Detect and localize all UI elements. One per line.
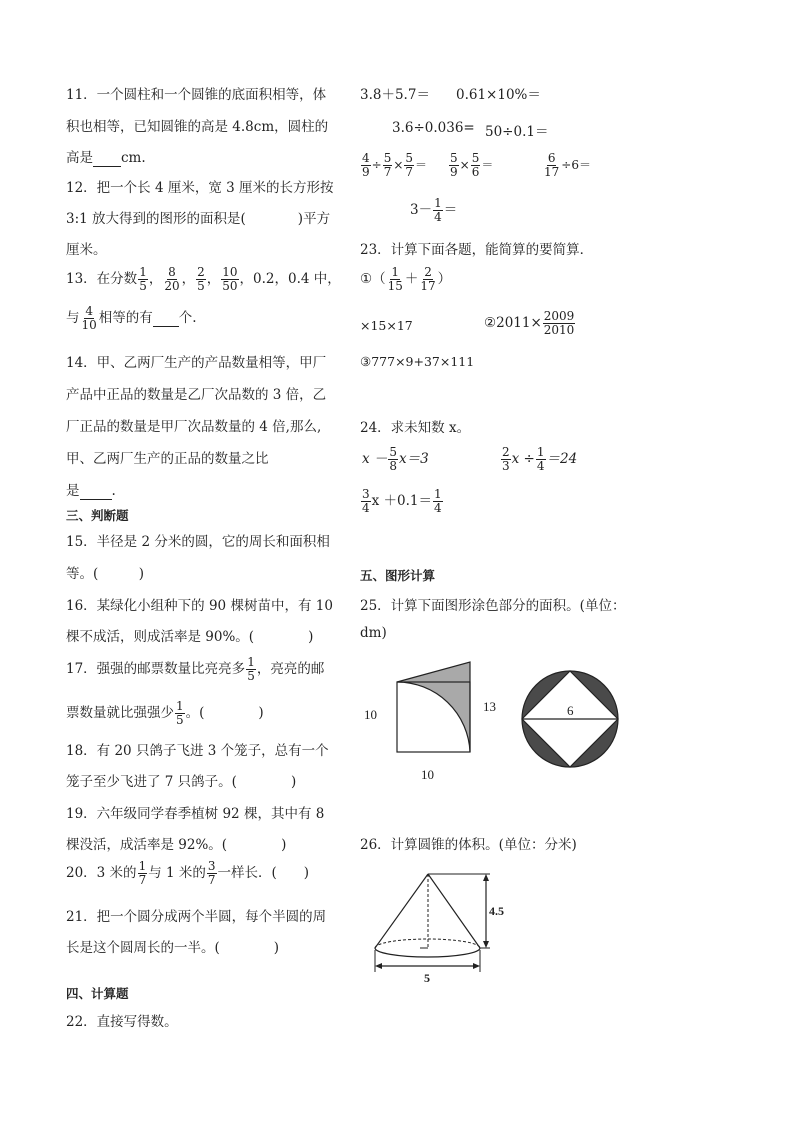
- cone-base-front: [375, 948, 480, 957]
- denominator: 4: [434, 210, 442, 224]
- denominator: 5: [197, 279, 205, 293]
- equals: ＝: [481, 158, 494, 172]
- question-24: 24．求未知数 x。: [360, 420, 471, 436]
- fraction: [361, 488, 371, 515]
- item-number: ①: [360, 271, 373, 287]
- denominator: 5: [176, 713, 184, 727]
- q14-line1: 14．甲、乙两厂生产的产品数量相等，甲厂: [66, 355, 327, 371]
- denominator: 17: [420, 279, 436, 293]
- q17-text: 票数量就比强强少: [66, 705, 174, 721]
- answer-blank[interactable]: [153, 310, 179, 327]
- denominator: 5: [139, 279, 147, 293]
- numerator: 1: [536, 445, 545, 459]
- equation-text: ＝24: [546, 451, 578, 467]
- fraction: [138, 860, 148, 887]
- q12-text: 3:1 放大得到的图形的面积是(: [66, 211, 246, 227]
- operator: ×: [393, 158, 404, 172]
- calc-3-8-plus-5-7: 3.8＋5.7＝: [360, 87, 430, 103]
- denominator: 6: [471, 165, 480, 179]
- denominator: 10: [81, 318, 97, 332]
- item-number: ③: [360, 354, 372, 369]
- q24-equation-3: [360, 488, 444, 515]
- q12-line3: 厘米。: [66, 242, 107, 258]
- fraction: [433, 488, 443, 515]
- denominator: 9: [362, 165, 370, 179]
- fraction: [207, 860, 217, 887]
- section-3-heading: 三、判断题: [66, 508, 129, 523]
- q23-item-2: [484, 310, 576, 337]
- numerator: 2: [197, 265, 205, 279]
- fraction: [501, 446, 511, 473]
- calc-text: 2011×: [496, 315, 542, 331]
- shaded-area-figure-1: [360, 655, 505, 785]
- question-22: 22．直接写得数。: [66, 1014, 178, 1030]
- fraction: [536, 446, 546, 473]
- calc-3-6-div: 3.6÷0.036=: [392, 120, 475, 136]
- numerator: 6: [547, 151, 556, 165]
- calc-text: 777×9+37×111: [371, 354, 475, 369]
- numerator: 5: [471, 151, 480, 165]
- denominator: 15: [387, 279, 403, 293]
- equation-text: x ÷: [511, 451, 535, 467]
- q14-line4: 甲、乙两厂生产的正品的数量之比: [66, 451, 269, 467]
- q11-unit: cm.: [121, 150, 146, 166]
- q16-line2: 棵不成活，则成活率是 90%。( ): [66, 629, 314, 645]
- q12-line1: 12．把一个长 4 厘米，宽 3 厘米的长方形按: [66, 180, 334, 196]
- numerator: 2009: [543, 309, 575, 323]
- q19-line1: 19．六年级同学春季植树 92 棵，其中有 8: [66, 806, 325, 822]
- numerator: 5: [383, 151, 392, 165]
- equals: ＝: [443, 202, 458, 218]
- fraction: [361, 152, 371, 179]
- denominator: 20: [164, 279, 180, 293]
- arrowhead-right: [473, 963, 480, 969]
- fraction: [419, 266, 436, 293]
- denominator: 50: [222, 279, 238, 293]
- denominator: 2010: [543, 323, 575, 337]
- q15-line1: 15．半径是 2 分米的圆，它的周长和面积相: [66, 534, 330, 550]
- numerator: 1: [138, 859, 147, 873]
- equation-text: x＝3: [399, 451, 429, 467]
- q24-equation-1: [362, 446, 429, 473]
- item-number: ②: [484, 315, 497, 331]
- q20-text: 20．3 米的: [66, 865, 137, 881]
- fraction: [471, 152, 481, 179]
- fraction: [221, 266, 238, 293]
- fraction: [404, 152, 414, 179]
- q17-text: ，亮亮的邮: [256, 661, 325, 677]
- numerator: 1: [247, 655, 255, 669]
- fraction: [449, 152, 459, 179]
- fraction: [81, 305, 98, 332]
- denominator: 7: [138, 873, 147, 887]
- arrowhead-up: [483, 874, 489, 881]
- numerator: 1: [391, 265, 400, 279]
- q17-line2: [66, 700, 264, 727]
- q17-line1: [66, 656, 324, 683]
- denominator: 3: [502, 459, 510, 473]
- equation-text: x －: [362, 451, 388, 467]
- denominator: 4: [362, 501, 370, 515]
- numerator: 5: [389, 445, 398, 459]
- q13-unit: 个.: [178, 310, 197, 326]
- q19-line2: 棵没活，成活率是 92%。( ): [66, 837, 287, 853]
- calc-text: 3－: [410, 202, 433, 218]
- q13-text: 与: [66, 310, 80, 326]
- q21-line2: 长是这个圆周长的一半。( ): [66, 940, 280, 956]
- q18-line2: 笼子至少飞进了 7 只鸽子。( ): [66, 774, 297, 790]
- paren: （: [372, 271, 386, 287]
- denominator: 7: [383, 165, 392, 179]
- numerator: 1: [434, 487, 442, 501]
- denominator: 17: [544, 165, 560, 179]
- q23-item-1-tail: ×15×17: [360, 318, 413, 333]
- q11-line2: 积也相等，已知圆锥的高是 4.8cm，圆柱的: [66, 119, 329, 135]
- q13-tail: 0.2，0.4 中，: [253, 271, 341, 287]
- numerator: 4: [85, 304, 93, 318]
- calc-fraction-expr-c: [542, 152, 591, 179]
- q20-text: 一样长．( ): [217, 865, 310, 881]
- fraction: [196, 266, 206, 293]
- denominator: 4: [434, 501, 442, 515]
- arrowhead-down: [483, 941, 489, 948]
- q12-unit: )平方: [297, 211, 331, 227]
- diagonal-label: 6: [567, 703, 574, 718]
- q23-item-1: [360, 266, 451, 293]
- numerator: 2: [424, 265, 432, 279]
- cone-left-edge: [375, 874, 428, 948]
- q11-line3: [66, 146, 146, 167]
- q21-line1: 21．把一个圆分成两个半圆，每个半圆的周: [66, 909, 327, 925]
- denominator: 8: [389, 459, 398, 473]
- left-dimension-label: 10: [364, 707, 377, 722]
- q13-text: 相等的有: [98, 310, 153, 326]
- q13-text: 13．在分数: [66, 271, 138, 287]
- q15-line2: 等。( ): [66, 566, 145, 582]
- q14-line5: [66, 479, 116, 500]
- operator: ÷: [371, 158, 382, 172]
- answer-blank[interactable]: [93, 150, 121, 167]
- fraction: [387, 266, 404, 293]
- numerator: 3: [362, 487, 370, 501]
- denominator: 7: [207, 873, 216, 887]
- fraction: [138, 266, 148, 293]
- calc-50-div: 50÷0.1＝: [485, 124, 549, 140]
- fraction: [543, 310, 576, 337]
- operator: ×: [459, 158, 470, 172]
- fraction: [433, 197, 443, 224]
- question-26: 26．计算圆锥的体积。(单位：分米): [360, 837, 577, 853]
- fraction: [383, 152, 393, 179]
- shaded-area-figure-2: [515, 664, 625, 774]
- denominator: 7: [405, 165, 414, 179]
- equals: ＝: [415, 158, 428, 172]
- numerator: 8: [168, 265, 176, 279]
- height-label: 4.5: [489, 904, 504, 918]
- paren: ）: [437, 271, 452, 287]
- right-dimension-label: 13: [483, 699, 496, 714]
- operator: ÷6＝: [561, 158, 591, 172]
- fraction: [163, 266, 180, 293]
- q23-item-3: [360, 354, 474, 369]
- operator: ＋: [404, 271, 419, 287]
- question-23: 23．计算下面各题，能简算的要简算．: [360, 242, 594, 258]
- denominator: 9: [450, 165, 458, 179]
- q13-line2: [66, 305, 197, 332]
- denominator: 5: [247, 669, 255, 683]
- calc-3-minus-quarter: [410, 197, 457, 224]
- q11-text: 高是: [66, 150, 93, 166]
- numerator: 1: [434, 196, 442, 210]
- q16-line1: 16．某绿化小组种下的 90 棵树苗中，有 10: [66, 598, 333, 614]
- fraction: [388, 446, 398, 473]
- section-5-heading: 五、图形计算: [360, 568, 436, 583]
- diameter-label: 5: [424, 971, 430, 985]
- fraction: [175, 700, 185, 727]
- equation-text: x ＋0.1＝: [371, 493, 433, 509]
- numerator: 2: [502, 445, 510, 459]
- q24-equation-2: [500, 446, 577, 473]
- q14-text: 是: [66, 483, 80, 499]
- bottom-dimension-label: 10: [421, 767, 434, 782]
- shaded-region: [397, 662, 470, 752]
- calc-fraction-expr-b: [448, 152, 493, 179]
- numerator: 1: [176, 699, 184, 713]
- q17-text: 。( ): [185, 705, 264, 721]
- q14-line3: 厂正品的数量是甲厂次品数量的 4 倍,那么,: [66, 419, 322, 435]
- section-4-heading: 四、计算题: [66, 986, 129, 1001]
- arrowhead-left: [375, 963, 382, 969]
- q12-line2: [66, 207, 330, 227]
- q18-line1: 18．有 20 只鸽子飞进 3 个笼子，总有一个: [66, 743, 329, 759]
- q20-text: 与 1 米的: [148, 865, 206, 881]
- q13-line1: 13．在分数 $\frac{1}{5}$ ， $\frac{8}{20}$ ， $\frac{2}{5}$ ， $\frac{10}{50}$ ，0.2，0.4 中，: [66, 265, 341, 293]
- cone-right-edge: [428, 874, 480, 948]
- numerator: 5: [405, 151, 414, 165]
- cone-figure: [365, 862, 510, 987]
- calc-0-61-times: 0.61×10%＝: [456, 87, 541, 103]
- q25-line2: dm): [360, 625, 387, 641]
- answer-blank[interactable]: [80, 483, 112, 500]
- numerator: 10: [222, 265, 238, 279]
- q14-unit: .: [111, 483, 116, 499]
- q17-text: 17．强强的邮票数量比亮亮多: [66, 661, 246, 677]
- numerator: 3: [207, 859, 216, 873]
- numerator: 4: [362, 151, 370, 165]
- question-20: [66, 860, 309, 887]
- fraction: [246, 656, 256, 683]
- q25-line1: 25．计算下面图形涂色部分的面积。(单位：: [360, 598, 626, 614]
- fraction: [543, 152, 560, 179]
- numerator: 1: [139, 265, 147, 279]
- denominator: 4: [536, 459, 545, 473]
- numerator: 5: [450, 151, 458, 165]
- q11-line1: 11．一个圆柱和一个圆锥的底面积相等，体: [66, 87, 327, 103]
- q14-line2: 产品中正品的数量是乙厂次品数的 3 倍，乙: [66, 387, 327, 403]
- calc-fraction-expr-a: [360, 152, 427, 179]
